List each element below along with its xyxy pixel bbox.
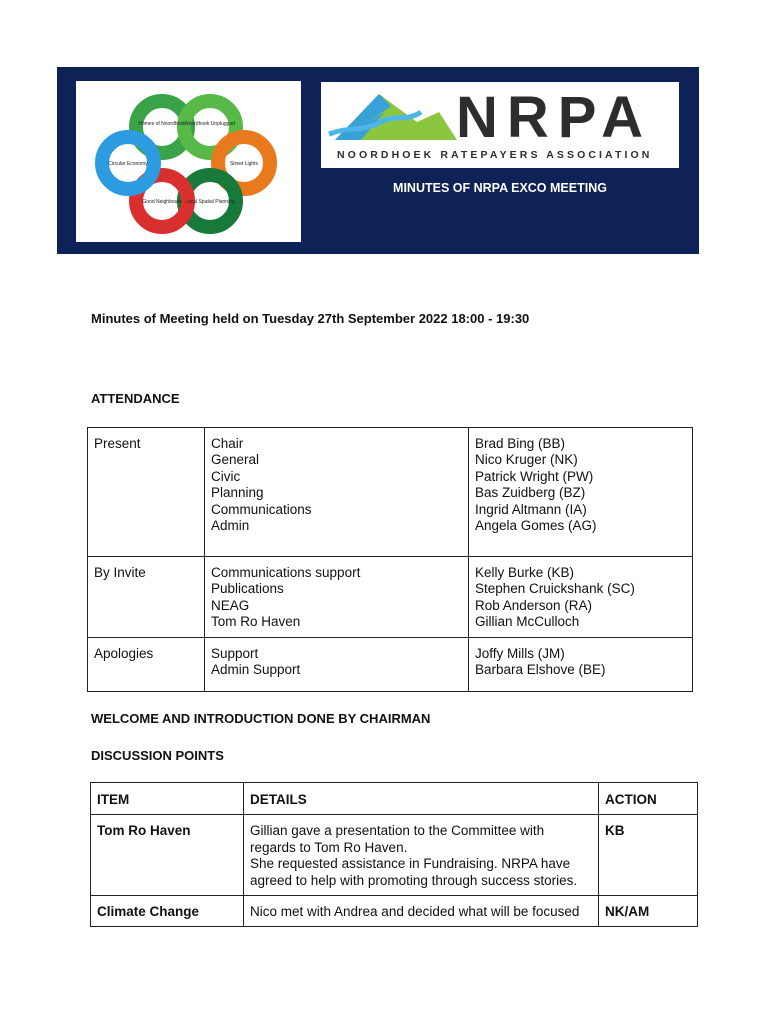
meeting-date-line: Minutes of Meeting held on Tuesday 27th September 2022 18:00 - 19:30 bbox=[91, 311, 530, 326]
attendee-name: Nico Kruger (NK) bbox=[475, 452, 578, 468]
attendance-roles bbox=[205, 637, 469, 691]
role: Civic bbox=[211, 468, 241, 484]
attendee-name: Angela Gomes (AG) bbox=[475, 518, 597, 534]
discussion-item: Tom Ro Haven bbox=[91, 815, 244, 896]
ring-label: Circular Economy bbox=[108, 161, 148, 167]
column-header-item: ITEM bbox=[91, 783, 244, 815]
role: Chair bbox=[211, 436, 244, 451]
column-header-action: ACTION bbox=[599, 783, 698, 815]
attendee-name: Barbara Elshove (BE) bbox=[475, 662, 606, 678]
attendance-row-apologies bbox=[88, 637, 693, 691]
discussion-action: NK/AM bbox=[599, 896, 698, 927]
attendance-roles bbox=[205, 428, 469, 557]
ring-label: Local Spatial Planning bbox=[185, 199, 235, 205]
role: Publications bbox=[211, 581, 284, 597]
details-line: Gillian gave a presentation to the Committee with bbox=[250, 823, 545, 839]
role: General bbox=[211, 452, 260, 468]
ring-label: Street Lights bbox=[229, 161, 259, 167]
role: Admin bbox=[211, 518, 250, 534]
discussion-heading: DISCUSSION POINTS bbox=[91, 748, 224, 763]
attendee-name: Gillian McCulloch bbox=[475, 614, 580, 630]
column-header-details: DETAILS bbox=[244, 783, 599, 815]
attendance-row-present bbox=[88, 428, 693, 557]
discussion-table bbox=[90, 782, 698, 927]
attendance-names bbox=[469, 637, 693, 691]
logo-wordmark: NRPA bbox=[456, 85, 653, 150]
attendance-roles bbox=[205, 557, 469, 638]
welcome-heading: WELCOME AND INTRODUCTION DONE BY CHAIRMAN bbox=[91, 711, 431, 726]
role: Planning bbox=[211, 485, 264, 501]
attendance-names bbox=[469, 428, 693, 557]
role: Support bbox=[211, 645, 259, 661]
attendance-names bbox=[469, 557, 693, 638]
details-line: Nico met with Andrea and decided what will be focused bbox=[250, 904, 580, 920]
discussion-action: KB bbox=[599, 815, 698, 896]
role: Communications support bbox=[211, 565, 361, 580]
attendance-group: Present bbox=[88, 428, 205, 557]
attendee-name: Brad Bing (BB) bbox=[475, 436, 566, 451]
initiatives-rings-graphic bbox=[76, 81, 301, 242]
discussion-row bbox=[91, 896, 698, 927]
attendance-group: Apologies bbox=[88, 637, 205, 691]
ring-label: Good Neighbours bbox=[142, 199, 182, 205]
discussion-row bbox=[91, 815, 698, 896]
rings-icon bbox=[76, 81, 301, 242]
role: Admin Support bbox=[211, 662, 301, 678]
details-line: agreed to help with promoting through success stories. bbox=[250, 872, 578, 888]
attendee-name: Joffy Mills (JM) bbox=[475, 645, 565, 661]
attendance-row-by-invite bbox=[88, 557, 693, 638]
discussion-item: Climate Change bbox=[91, 896, 244, 927]
logo-subtitle: NOORDHOEK RATEPAYERS ASSOCIATION bbox=[337, 149, 653, 161]
details-line: She requested assistance in Fundraising. NRPA have bbox=[250, 856, 571, 872]
header-banner bbox=[57, 67, 699, 254]
details-line: regards to Tom Ro Haven. bbox=[250, 839, 408, 855]
ring-label: Noordhoek Unplugged bbox=[184, 121, 236, 127]
discussion-header-row bbox=[91, 783, 698, 815]
nrpa-logo bbox=[321, 82, 679, 168]
attendance-group: By Invite bbox=[88, 557, 205, 638]
attendee-name: Patrick Wright (PW) bbox=[475, 468, 594, 484]
attendee-name: Ingrid Altmann (IA) bbox=[475, 501, 587, 517]
banner-title: MINUTES OF NRPA EXCO MEETING bbox=[393, 181, 607, 195]
role: Communications bbox=[211, 501, 312, 517]
discussion-details bbox=[244, 896, 599, 927]
attendance-heading: ATTENDANCE bbox=[91, 391, 180, 406]
discussion-details bbox=[244, 815, 599, 896]
role: Tom Ro Haven bbox=[211, 614, 301, 630]
attendee-name: Bas Zuidberg (BZ) bbox=[475, 485, 586, 501]
attendee-name: Stephen Cruickshank (SC) bbox=[475, 581, 635, 597]
attendee-name: Rob Anderson (RA) bbox=[475, 597, 593, 613]
ring-label: Homes of Noordhoek bbox=[138, 121, 186, 127]
role: NEAG bbox=[211, 597, 250, 613]
attendee-name: Kelly Burke (KB) bbox=[475, 565, 575, 580]
mountain-logo-icon bbox=[321, 82, 461, 152]
attendance-table bbox=[87, 427, 693, 692]
